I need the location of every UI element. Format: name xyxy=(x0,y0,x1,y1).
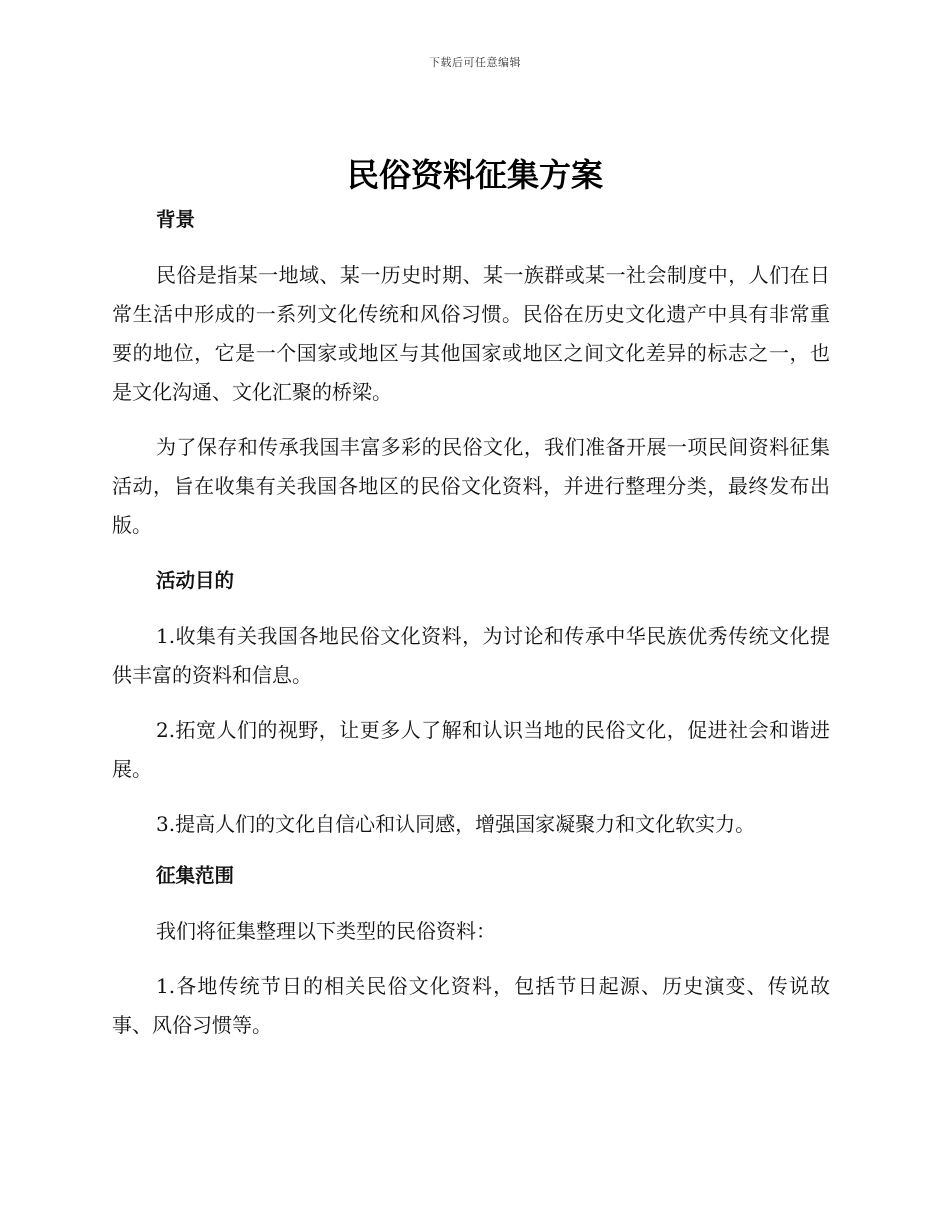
purpose-item-1: 1.收集有关我国各地民俗文化资料，为讨论和传承中华民族优秀传统文化提供丰富的资料和信息。 xyxy=(112,624,830,687)
purpose-item-2: 2.拓宽人们的视野，让更多人了解和认识当地的民俗文化，促进社会和谐进展。 xyxy=(112,718,830,781)
scope-intro: 我们将征集整理以下类型的民俗资料： xyxy=(156,919,496,943)
document-body xyxy=(112,204,830,1045)
purpose-item-3: 3.提高人们的文化自信心和认同感，增强国家凝聚力和文化软实力。 xyxy=(156,812,756,836)
page-header: 下载后可任意编辑 xyxy=(429,56,521,69)
document-title: 民俗资料征集方案 xyxy=(346,156,603,194)
section-heading-purpose: 活动目的 xyxy=(156,569,235,592)
section-heading-scope: 征集范围 xyxy=(156,864,235,887)
background-paragraph-1: 民俗是指某一地域、某一历史时期、某一族群或某一社会制度中，人们在日常生活中形成的一系列文化传统和风俗习惯。民俗在历史文化遗产中具有非常重要的地位，它是一个国家或地区与其他国家或地区之间文化差异的标志之一，也是文化沟通、文化汇聚的桥梁。 xyxy=(112,263,830,404)
scope-item-1: 1.各地传统节日的相关民俗文化资料，包括节日起源、历史演变、传说故事、风俗习惯等。 xyxy=(112,974,830,1037)
section-heading-background: 背景 xyxy=(156,208,196,231)
background-paragraph-2: 为了保存和传承我国丰富多彩的民俗文化，我们准备开展一项民间资料征集活动，旨在收集有关我国各地区的民俗文化资料，并进行整理分类，最终发布出版。 xyxy=(112,435,830,537)
